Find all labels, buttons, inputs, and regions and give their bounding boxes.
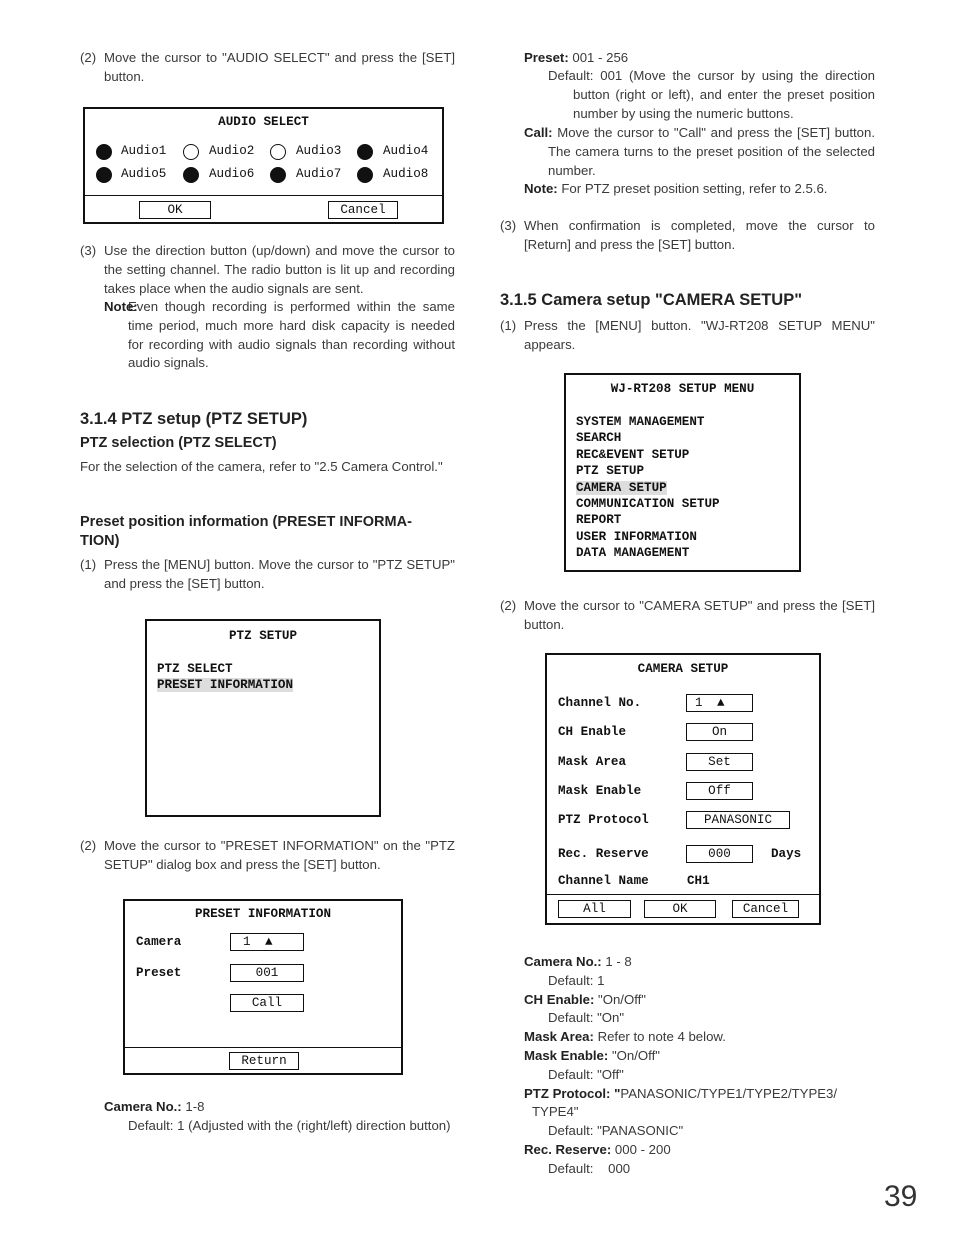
ok-button[interactable]: OK xyxy=(644,900,716,918)
rec-reserve-label: Rec. Reserve xyxy=(558,847,649,861)
ptz-select-text: For the selection of the camera, refer to "2.5 Camera Control." xyxy=(80,459,443,474)
spec-ptz-protocol-cont: TYPE4" xyxy=(532,1104,579,1120)
audio5-label: Audio5 xyxy=(121,167,167,181)
call-button[interactable]: Call xyxy=(230,994,304,1012)
spec-mask-enable: Mask Enable: "On/Off" xyxy=(524,1047,660,1063)
dialog-title: AUDIO SELECT xyxy=(218,115,309,129)
menu-item-data-management[interactable]: DATA MANAGEMENT xyxy=(576,546,690,560)
audio5-radio[interactable] xyxy=(96,167,112,183)
ptz-setup-dialog xyxy=(145,619,381,817)
step-2-ptz: (2) Move the cursor to "PRESET INFORMATION" on the "PTZ SETUP" dialog box and press the [SET] button. xyxy=(80,838,455,872)
camera-no-spec: Camera No.: 1-8 xyxy=(104,1099,205,1114)
channel-name-label: Channel Name xyxy=(558,874,649,888)
spec-rec-reserve-default: Default: 000 xyxy=(548,1160,631,1176)
menu-item-camera-setup[interactable]: CAMERA SETUP xyxy=(576,481,667,495)
divider xyxy=(125,1047,401,1048)
audio8-radio[interactable] xyxy=(357,167,373,183)
ch-enable-field[interactable]: On xyxy=(686,723,753,741)
dialog-title: WJ-RT208 SETUP MENU xyxy=(610,382,755,396)
triangle-up-icon: ▲ xyxy=(717,696,725,710)
channel-no-field[interactable]: 1 ▲ xyxy=(686,694,753,712)
step-2-camera: (2) Move the cursor to "CAMERA SETUP" and press the [SET] button. xyxy=(500,598,875,632)
dialog-title: PRESET INFORMATION xyxy=(194,907,332,921)
menu-item-ptz-select[interactable]: PTZ SELECT xyxy=(157,662,233,676)
rec-reserve-field[interactable]: 000 xyxy=(686,845,753,863)
preset-information-dialog xyxy=(123,899,403,1075)
preset-spec: Preset: 001 - 256 xyxy=(524,50,629,65)
audio3-label: Audio3 xyxy=(296,144,342,158)
spec-rec-reserve: Rec. Reserve: 000 - 200 xyxy=(524,1141,671,1157)
menu-item-rec-event-setup[interactable]: REC&EVENT SETUP xyxy=(576,448,690,462)
note-preset: Note: For PTZ preset position setting, refer to 2.5.6. xyxy=(524,181,828,196)
mask-enable-label: Mask Enable xyxy=(558,784,642,798)
mask-enable-field[interactable]: Off xyxy=(686,782,753,800)
step-1-ptz: (1) Press the [MENU] button. Move the cursor to "PTZ SETUP" and press the [SET] button. xyxy=(80,557,455,591)
section-3-1-5-heading: 3.1.5 Camera setup "CAMERA SETUP" xyxy=(500,291,803,309)
note-audio: Note: Even though recording is performed within the same time period, much more hard disk capacity is needed for recording with audio signals than recording without audio signals. xyxy=(104,299,455,371)
cancel-button[interactable]: Cancel xyxy=(732,900,799,918)
audio6-radio[interactable] xyxy=(183,167,199,183)
menu-item-preset-information[interactable]: PRESET INFORMATION xyxy=(157,678,294,692)
cancel-button[interactable]: Cancel xyxy=(328,201,398,219)
spec-camera-no: Camera No.: 1 - 8 xyxy=(524,954,632,969)
days-label: Days xyxy=(771,847,802,861)
audio2-radio[interactable] xyxy=(183,144,199,160)
audio7-radio[interactable] xyxy=(270,167,286,183)
ptz-select-heading: PTZ selection (PTZ SELECT) xyxy=(80,435,277,451)
step-2-audio: (2) Move the cursor to "AUDIO SELECT" and press the [SET] button. xyxy=(80,50,455,84)
menu-item-user-information[interactable]: USER INFORMATION xyxy=(576,530,697,544)
audio-select-dialog xyxy=(83,107,444,224)
spec-mask-area: Mask Area: Refer to note 4 below. xyxy=(524,1029,726,1045)
spec-ptz-protocol: PTZ Protocol: "PANASONIC/TYPE1/TYPE2/TYPE3/ xyxy=(524,1085,838,1101)
menu-item-system-management[interactable]: SYSTEM MANAGEMENT xyxy=(576,415,705,429)
dialog-title: CAMERA SETUP xyxy=(637,662,729,676)
audio4-radio[interactable] xyxy=(357,144,373,160)
preset-label: Preset xyxy=(136,966,182,980)
setup-menu-dialog xyxy=(564,373,801,572)
section-3-1-4-heading: 3.1.4 PTZ setup (PTZ SETUP) xyxy=(80,410,308,428)
spec-mask-enable-default: Default: "Off" xyxy=(548,1066,624,1082)
camera-setup-specs xyxy=(524,953,875,1179)
ptz-protocol-label: PTZ Protocol xyxy=(558,813,649,827)
dialog-title: PTZ SETUP xyxy=(228,629,298,643)
camera-setup-dialog xyxy=(545,653,821,925)
preset-default: Default: 001 (Move the cursor by using the direction button (right or left), and enter the preset position number by using the numeric buttons. xyxy=(548,68,875,121)
channel-no-label: Channel No. xyxy=(558,696,642,710)
preset-info-heading-line2: TION) xyxy=(80,533,120,549)
mask-area-label: Mask Area xyxy=(558,755,627,769)
mask-area-field[interactable]: Set xyxy=(686,753,753,771)
page-number: 39 xyxy=(884,1180,918,1213)
camera-label: Camera xyxy=(136,935,182,949)
ok-button[interactable]: OK xyxy=(139,201,211,219)
audio1-label: Audio1 xyxy=(121,144,167,158)
step-3-return: (3) When confirmation is completed, move the cursor to [Return] and press the [SET] button. xyxy=(500,218,875,252)
all-button[interactable]: All xyxy=(558,900,631,918)
divider xyxy=(547,894,819,895)
menu-item-communication-setup[interactable]: COMMUNICATION SETUP xyxy=(576,497,720,511)
channel-name-value[interactable]: CH1 xyxy=(687,874,710,888)
menu-item-report[interactable]: REPORT xyxy=(576,513,622,527)
camera-no-default: Default: 1 (Adjusted with the (right/left) direction button) xyxy=(128,1118,451,1133)
menu-item-search[interactable]: SEARCH xyxy=(576,431,622,445)
call-spec: Call: Move the cursor to "Call" and press the [SET] button. The camera turns to the preset position of the selected number. xyxy=(524,125,875,178)
menu-item-ptz-setup[interactable]: PTZ SETUP xyxy=(576,464,645,478)
audio6-label: Audio6 xyxy=(209,167,255,181)
triangle-up-icon: ▲ xyxy=(265,935,273,949)
audio3-radio[interactable] xyxy=(270,144,286,160)
audio2-label: Audio2 xyxy=(209,144,255,158)
audio4-label: Audio4 xyxy=(383,144,429,158)
camera-field[interactable]: 1 ▲ xyxy=(230,933,304,951)
ptz-protocol-field[interactable]: PANASONIC xyxy=(686,811,790,829)
spec-camera-no-default: Default: 1 xyxy=(548,972,605,988)
audio8-label: Audio8 xyxy=(383,167,429,181)
audio1-radio[interactable] xyxy=(96,144,112,160)
preset-info-heading-line1: Preset position information (PRESET INFORMA- xyxy=(80,514,412,530)
divider xyxy=(85,195,442,196)
step-3-audio: (3) Use the direction button (up/down) and move the cursor to the setting channel. The radio button is lit up and recording takes place when the audio signals are sent. xyxy=(80,243,455,296)
audio7-label: Audio7 xyxy=(296,167,342,181)
return-button[interactable]: Return xyxy=(229,1052,299,1070)
spec-ch-enable-default: Default: "On" xyxy=(548,1010,625,1026)
ch-enable-label: CH Enable xyxy=(558,725,627,739)
step-1-menu: (1) Press the [MENU] button. "WJ-RT208 SETUP MENU" appears. xyxy=(500,318,875,352)
spec-ptz-protocol-default: Default: "PANASONIC" xyxy=(548,1123,684,1139)
spec-ch-enable: CH Enable: "On/Off" xyxy=(524,991,646,1007)
preset-field[interactable]: 001 xyxy=(230,964,304,982)
